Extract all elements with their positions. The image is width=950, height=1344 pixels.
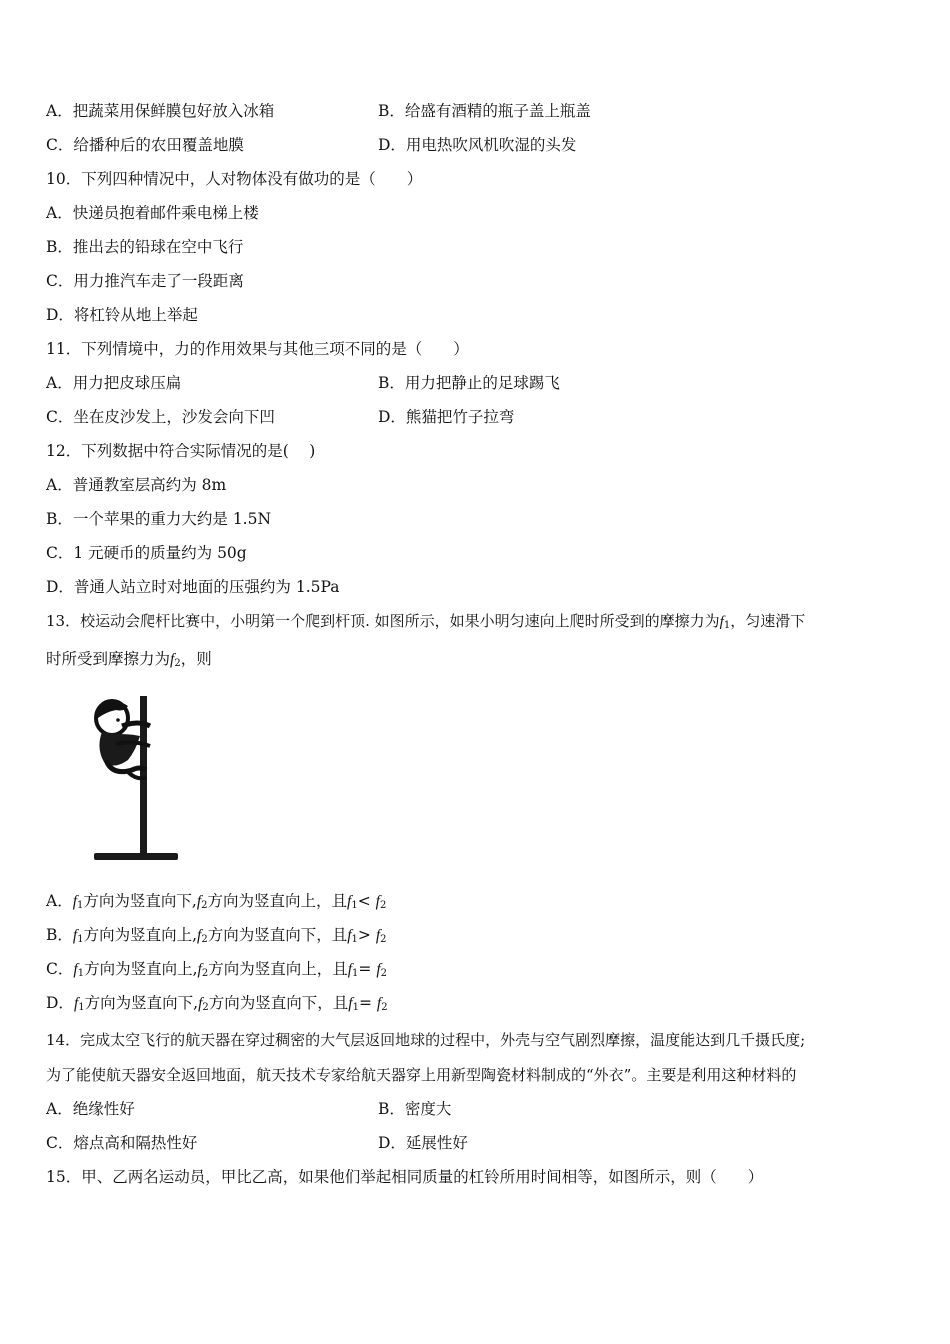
- q13-option-a-text2: 方向为竖直向上，且: [207, 892, 348, 910]
- q13-option-d-text1: 方向为竖直向下,: [84, 994, 199, 1012]
- q10-option-c: C．用力推汽车走了一段距离: [46, 272, 244, 290]
- q13-option-c-relation: =: [358, 960, 377, 978]
- q11-option-d: D．熊猫把竹子拉弯: [378, 408, 515, 426]
- f-symbol: f: [72, 893, 78, 910]
- q13-option-b-text2: 方向为竖直向下，且: [207, 926, 348, 944]
- q13-stem-line1-text-a: 13．校运动会爬杆比赛中，小明第一个爬到杆顶. 如图所示，如果小明匀速向上爬时所受到的摩擦力为: [46, 612, 720, 630]
- q11-stem: 11．下列情境中，力的作用效果与其他三项不同的是（ ）: [46, 340, 469, 358]
- f-symbol: f: [348, 995, 353, 1012]
- q13-stem-line2: [46, 649, 212, 674]
- subscript-1: 1: [77, 934, 84, 945]
- climber-eye: [116, 718, 120, 722]
- q9-option-c: C．给播种后的农田覆盖地膜: [46, 136, 244, 154]
- q13-option-c: [46, 959, 387, 984]
- f-symbol: f: [197, 927, 202, 944]
- q13-option-d-text2: 方向为竖直向下，且: [208, 994, 349, 1012]
- subscript-1: 1: [352, 1002, 359, 1013]
- q13-option-a-text1: 方向为竖直向下,: [83, 892, 197, 910]
- q13-option-a-relation: <: [357, 892, 376, 910]
- q9-option-b: B．给盛有酒精的瓶子盖上瓶盖: [378, 102, 591, 120]
- q13-option-c-label: C．: [46, 960, 74, 978]
- pole-climber-figure: [88, 690, 184, 868]
- q13-option-a: [46, 891, 386, 916]
- q12-stem: 12．下列数据中符合实际情况的是( ): [46, 442, 316, 460]
- f-symbol: f: [347, 927, 352, 944]
- q11-option-b: B．用力把静止的足球踢飞: [378, 374, 560, 392]
- subscript-2: 2: [380, 968, 387, 979]
- q9-option-d: D．用电热吹风机吹湿的头发: [378, 136, 577, 154]
- f-symbol: f: [347, 893, 352, 910]
- subscript-1: 1: [77, 900, 84, 911]
- q10-option-d: D．将杠铃从地上举起: [46, 306, 198, 324]
- q10-option-b: B．推出去的铅球在空中飞行: [46, 238, 244, 256]
- q14-option-b: B．密度大: [378, 1100, 452, 1118]
- f-symbol: f: [347, 961, 353, 978]
- pole-base: [94, 853, 178, 860]
- q13-option-a-label: A．: [46, 892, 73, 910]
- q13-option-c-text2: 方向为竖直向上，且: [208, 960, 348, 978]
- q12-option-a: A．普通教室层高约为 8m: [46, 476, 227, 494]
- subscript-2: 2: [201, 900, 208, 911]
- subscript-1: 1: [352, 968, 359, 979]
- q14-option-a: A．绝缘性好: [46, 1100, 135, 1118]
- f-symbol: f: [73, 995, 79, 1012]
- q13-stem-line2-text-b: ，则: [180, 650, 212, 668]
- q14-option-d: D．延展性好: [378, 1134, 468, 1152]
- f-symbol: f: [375, 893, 380, 910]
- subscript-1: 1: [351, 934, 358, 945]
- subscript-1: 1: [723, 620, 731, 631]
- subscript-2: 2: [201, 934, 208, 945]
- f-symbol: f: [376, 995, 382, 1012]
- f-symbol: f: [197, 961, 202, 978]
- subscript-2: 2: [379, 900, 387, 911]
- q13-option-d: [46, 993, 388, 1018]
- q13-option-b-text1: 方向为竖直向上,: [83, 926, 198, 944]
- q13-stem-line1-text-b: ，匀速滑下: [730, 612, 806, 630]
- q13-option-b: [46, 925, 387, 950]
- q11-option-a: A．用力把皮球压扁: [46, 374, 182, 392]
- q11-option-c: C．坐在皮沙发上，沙发会向下凹: [46, 408, 275, 426]
- f-symbol: f: [73, 961, 78, 978]
- q12-option-c: C．1 元硬币的质量约为 50g: [46, 544, 247, 562]
- subscript-2: 2: [202, 1002, 209, 1013]
- f-symbol: f: [198, 995, 203, 1012]
- q10-option-a: A．快递员抱着邮件乘电梯上楼: [46, 204, 259, 222]
- q10-stem: 10．下列四种情况中，人对物体没有做功的是（ ）: [46, 170, 423, 188]
- subscript-1: 1: [77, 968, 85, 979]
- q14-stem-line2: 为了能使航天器安全返回地面，航天技术专家给航天器穿上用新型陶瓷材料制成的“外衣”。主要是利用这种材料的: [46, 1066, 797, 1084]
- f-symbol: f: [170, 651, 175, 668]
- q13-option-b-label: B．: [46, 926, 73, 944]
- f-symbol: f: [376, 961, 381, 978]
- subscript-2: 2: [380, 934, 387, 945]
- subscript-1: 1: [78, 1002, 85, 1013]
- q13-option-b-relation: >: [357, 926, 376, 944]
- q14-stem-line1: 14．完成太空飞行的航天器在穿过稠密的大气层返回地球的过程中，外壳与空气剧烈摩擦，温度能达到几千摄氏度;: [46, 1031, 806, 1049]
- q13-stem-line1: [46, 611, 805, 636]
- subscript-2: 2: [381, 1002, 388, 1013]
- f-symbol: f: [72, 927, 78, 944]
- q12-option-b: B．一个苹果的重力大约是 1.5N: [46, 510, 272, 528]
- f-symbol: f: [375, 927, 381, 944]
- q13-option-c-text1: 方向为竖直向上,: [84, 960, 198, 978]
- q13-option-d-relation: =: [358, 994, 377, 1012]
- subscript-2: 2: [201, 968, 209, 979]
- f-symbol: f: [196, 893, 202, 910]
- q12-option-d: D．普通人站立时对地面的压强约为 1.5Pa: [46, 578, 340, 596]
- q14-option-c: C．熔点高和隔热性好: [46, 1134, 198, 1152]
- subscript-1: 1: [351, 900, 358, 911]
- q15-stem: 15．甲、乙两名运动员，甲比乙高，如果他们举起相同质量的杠铃所用时间相等，如图所示，则（ ）: [46, 1168, 764, 1186]
- q9-option-a: A．把蔬菜用保鲜膜包好放入冰箱: [46, 102, 275, 120]
- climber-arm-upper: [122, 723, 150, 726]
- f-symbol: f: [719, 614, 724, 630]
- q13-stem-line2-text-a: 时所受到摩擦力为: [46, 650, 171, 668]
- subscript-2: 2: [174, 658, 181, 669]
- q13-option-d-label: D．: [46, 994, 74, 1012]
- pole: [140, 696, 147, 856]
